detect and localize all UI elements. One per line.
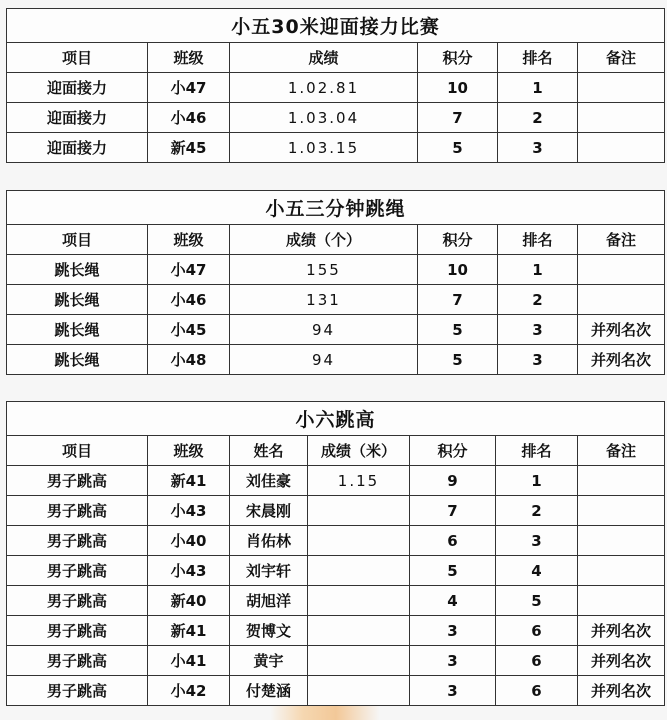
table-cell: 迎面接力: [7, 133, 148, 163]
table-cell: 3: [410, 676, 496, 706]
table-cell: 6: [496, 676, 578, 706]
table-cell: 1.02.81: [230, 73, 418, 103]
table-cell: 131: [230, 285, 418, 315]
highjump-title: 小六跳高: [7, 402, 665, 436]
table-cell: 新41: [148, 466, 230, 496]
table-cell: 5: [418, 133, 498, 163]
table-cell: 3: [498, 345, 578, 375]
table-cell: [578, 556, 665, 586]
table-cell: 跳长绳: [7, 255, 148, 285]
table-row: [7, 526, 665, 556]
table-cell: 男子跳高: [7, 466, 148, 496]
table-cell: 7: [418, 285, 498, 315]
table-cell: 5: [410, 556, 496, 586]
table-cell: 7: [418, 103, 498, 133]
table-cell: [308, 616, 410, 646]
table-cell: 小45: [148, 315, 230, 345]
table-cell: 10: [418, 255, 498, 285]
table-row: [7, 466, 665, 496]
table-row: [7, 586, 665, 616]
table-row: [7, 556, 665, 586]
col-header: 成绩（个）: [230, 225, 418, 255]
col-header: 班级: [148, 43, 230, 73]
table-cell: [308, 676, 410, 706]
table-cell: 6: [496, 616, 578, 646]
table-cell: 小47: [148, 73, 230, 103]
table-cell: [578, 496, 665, 526]
table-cell: 小43: [148, 556, 230, 586]
table-cell: 新41: [148, 616, 230, 646]
table-cell: 黄宇: [230, 646, 308, 676]
relay-table: [6, 8, 665, 163]
rope-title: 小五三分钟跳绳: [7, 191, 665, 225]
table-cell: 新40: [148, 586, 230, 616]
col-header: 备注: [578, 43, 665, 73]
table-cell: [578, 73, 665, 103]
col-header: 成绩（米）: [308, 436, 410, 466]
table-cell: 9: [410, 466, 496, 496]
rope-header-row: [7, 225, 665, 255]
table-cell: 2: [498, 103, 578, 133]
table-cell: 1.15: [308, 466, 410, 496]
table-cell: 1: [498, 255, 578, 285]
table-cell: 3: [498, 133, 578, 163]
table-cell: 1.03.04: [230, 103, 418, 133]
col-header: 排名: [498, 43, 578, 73]
table-cell: 1: [496, 466, 578, 496]
table-cell: 4: [496, 556, 578, 586]
highjump-table: [6, 401, 665, 706]
table-cell: 男子跳高: [7, 556, 148, 586]
watermark-decoration: [270, 706, 380, 720]
col-header: 项目: [7, 225, 148, 255]
table-cell: [578, 526, 665, 556]
table-cell: 3: [410, 646, 496, 676]
table-cell: [578, 103, 665, 133]
table-cell: 小40: [148, 526, 230, 556]
table-cell: 跳长绳: [7, 285, 148, 315]
table-cell: [578, 133, 665, 163]
table-cell: 付楚涵: [230, 676, 308, 706]
table-cell: 并列名次: [578, 676, 665, 706]
table-row: [7, 103, 665, 133]
table-cell: 新45: [148, 133, 230, 163]
table-cell: 6: [496, 646, 578, 676]
table-cell: [308, 556, 410, 586]
table-cell: 1: [498, 73, 578, 103]
table-cell: 10: [418, 73, 498, 103]
table-cell: 迎面接力: [7, 103, 148, 133]
table-cell: 小42: [148, 676, 230, 706]
table-cell: [578, 586, 665, 616]
col-header: 姓名: [230, 436, 308, 466]
table-row: [7, 616, 665, 646]
col-header: 班级: [148, 436, 230, 466]
table-cell: 并列名次: [578, 616, 665, 646]
table-cell: 迎面接力: [7, 73, 148, 103]
relay-header-row: [7, 43, 665, 73]
col-header: 项目: [7, 43, 148, 73]
table-cell: [308, 586, 410, 616]
table-row: [7, 646, 665, 676]
table-row: [7, 496, 665, 526]
table-cell: 男子跳高: [7, 616, 148, 646]
table-cell: 6: [410, 526, 496, 556]
table-row: [7, 345, 665, 375]
table-cell: 跳长绳: [7, 315, 148, 345]
table-row: [7, 315, 665, 345]
col-header: 成绩: [230, 43, 418, 73]
col-header: 积分: [410, 436, 496, 466]
col-header: 备注: [578, 225, 665, 255]
table-cell: 4: [410, 586, 496, 616]
rope-table: [6, 190, 665, 375]
table-cell: 贺博文: [230, 616, 308, 646]
table-row: [7, 285, 665, 315]
table-cell: 2: [498, 285, 578, 315]
table-cell: [578, 255, 665, 285]
col-header: 排名: [498, 225, 578, 255]
table-cell: 小48: [148, 345, 230, 375]
table-cell: [578, 466, 665, 496]
table-row: [7, 255, 665, 285]
table-cell: 肖佑林: [230, 526, 308, 556]
table-cell: [578, 285, 665, 315]
table-cell: 并列名次: [578, 315, 665, 345]
table-cell: 胡旭洋: [230, 586, 308, 616]
col-header: 班级: [148, 225, 230, 255]
table-row: [7, 133, 665, 163]
table-cell: 小41: [148, 646, 230, 676]
table-cell: 小47: [148, 255, 230, 285]
table-cell: 2: [496, 496, 578, 526]
relay-title: 小五30米迎面接力比赛: [7, 9, 665, 43]
table-cell: 1.03.15: [230, 133, 418, 163]
table-cell: 男子跳高: [7, 526, 148, 556]
table-row: [7, 73, 665, 103]
table-cell: 并列名次: [578, 345, 665, 375]
table-cell: 小43: [148, 496, 230, 526]
table-cell: [308, 526, 410, 556]
table-cell: 男子跳高: [7, 496, 148, 526]
col-header: 积分: [418, 225, 498, 255]
table-cell: [308, 496, 410, 526]
table-cell: 男子跳高: [7, 586, 148, 616]
table-cell: 刘佳豪: [230, 466, 308, 496]
col-header: 备注: [578, 436, 665, 466]
table-cell: [308, 646, 410, 676]
table-cell: 3: [410, 616, 496, 646]
highjump-header-row: [7, 436, 665, 466]
table-cell: 小46: [148, 103, 230, 133]
table-cell: 宋晨刚: [230, 496, 308, 526]
table-cell: 并列名次: [578, 646, 665, 676]
col-header: 项目: [7, 436, 148, 466]
table-cell: 3: [496, 526, 578, 556]
table-row: [7, 676, 665, 706]
table-cell: 小46: [148, 285, 230, 315]
table-cell: 7: [410, 496, 496, 526]
table-cell: 男子跳高: [7, 676, 148, 706]
table-cell: 男子跳高: [7, 646, 148, 676]
col-header: 排名: [496, 436, 578, 466]
table-cell: 5: [496, 586, 578, 616]
table-cell: 3: [498, 315, 578, 345]
table-cell: 刘宇轩: [230, 556, 308, 586]
table-cell: 5: [418, 315, 498, 345]
table-cell: 155: [230, 255, 418, 285]
table-cell: 5: [418, 345, 498, 375]
col-header: 积分: [418, 43, 498, 73]
table-cell: 跳长绳: [7, 345, 148, 375]
table-cell: 94: [230, 345, 418, 375]
table-cell: 94: [230, 315, 418, 345]
